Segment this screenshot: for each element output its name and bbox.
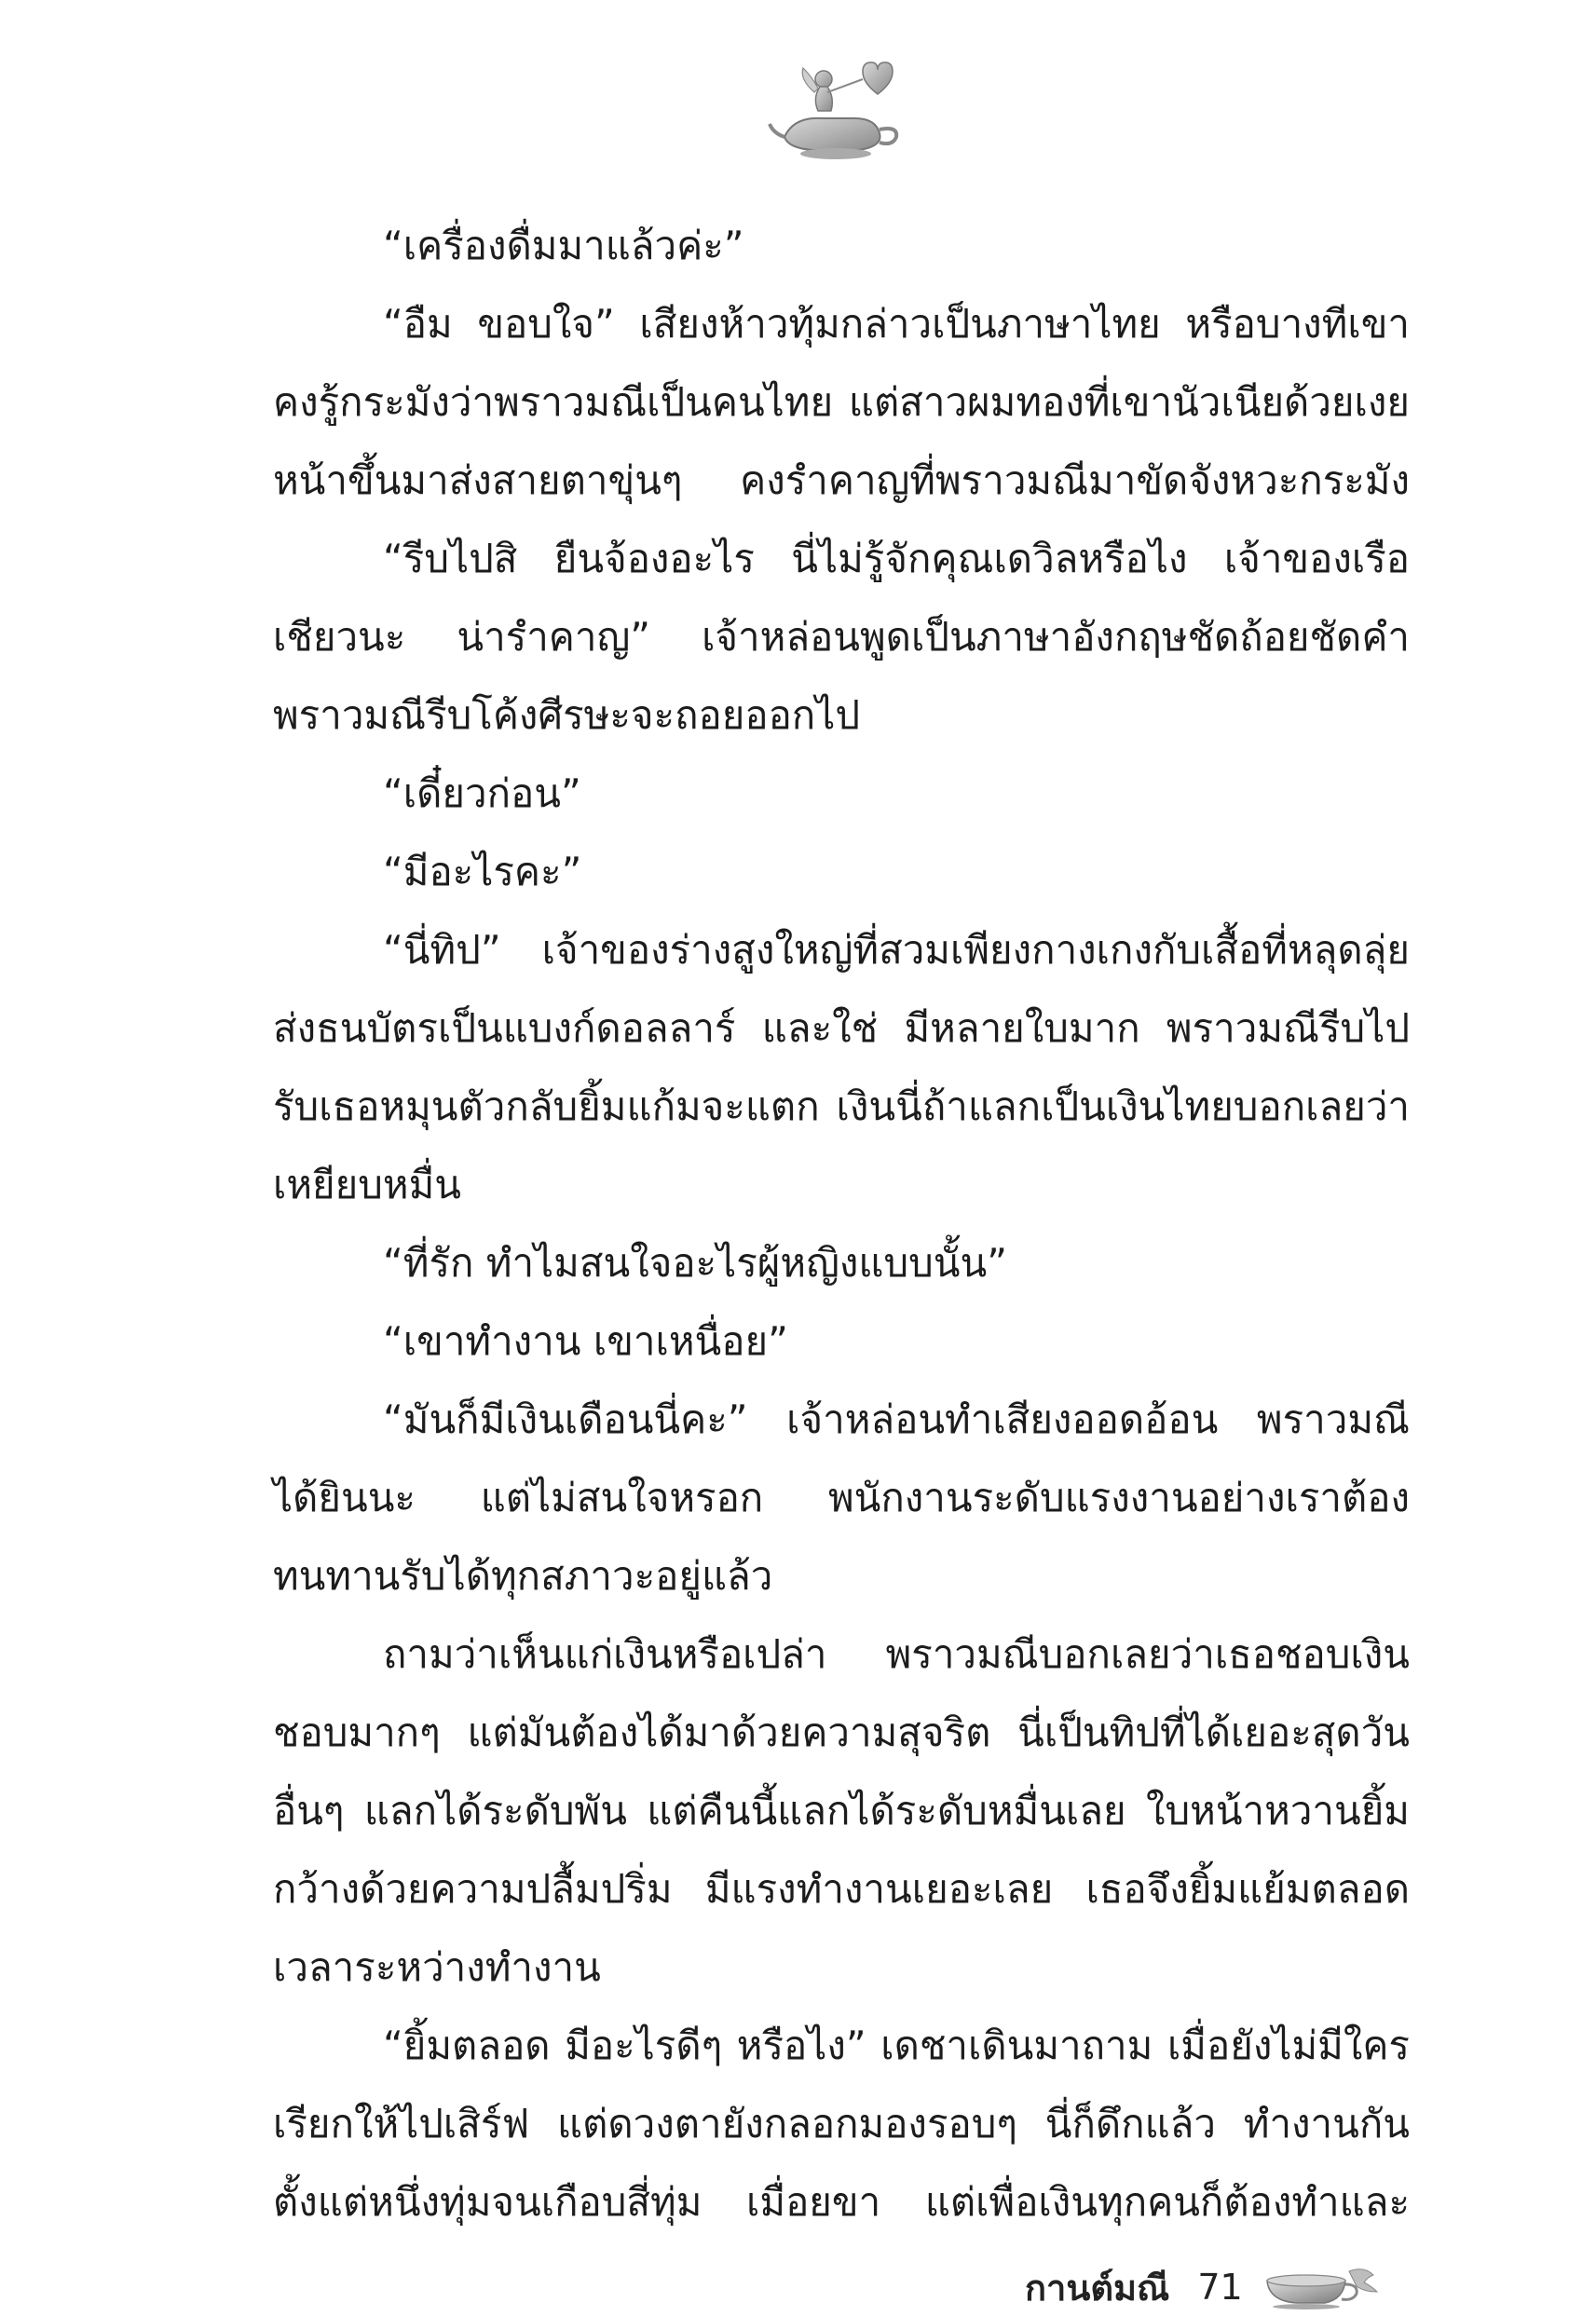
paragraph: “เครื่องดื่มมาแล้วค่ะ” [383, 223, 744, 268]
page-footer [1025, 2259, 1381, 2315]
paragraph: “นี่ทิป” เจ้าของร่างสูงใหญ่ที่สวมเพียงกางเกงกับเสื้อที่หลุดลุ่ยส่งธนบัตรเป็นแบงก์ดอลลาร์ และใช่ มีหลายใบมาก พราวมณีรีบไปรับเธอหมุนตัวกลับยิ้มแก้มจะแตก เงินนี่ถ้าแลกเป็นเงินไทยบอกเลยว่าเหยียบหมื่น [273, 927, 1410, 1207]
paragraph: “เขาทำงาน เขาเหนื่อย” [383, 1318, 788, 1364]
paragraph: “ยิ้มตลอด มีอะไรดีๆ หรือไง” เดชาเดินมาถาม เมื่อยังไม่มีใครเรียกให้ไปเสิร์ฟ แต่ดวงตายังกลอกมองรอบๆ นี่ก็ดึกแล้ว ทำงานกันตั้งแต่หนึ่งทุ่มจนเกือบสี่ทุ่ม เมื่อยขา แต่เพื่อเงินทุกคนก็ต้องทำและ [273, 2023, 1410, 2225]
book-title: กานต์มณี [1025, 2267, 1170, 2309]
teacup-ornament-icon [1260, 2264, 1381, 2310]
paragraph: “รีบไปสิ ยืนจ้องอะไร นี่ไม่รู้จักคุณเดวิลหรือไง เจ้าของเรือเชียวนะ น่ารำคาญ” เจ้าหล่อนพูดเป็นภาษาอังกฤษชัดถ้อยชัดคำ พราวมณีรีบโค้งศีรษะจะถอยออกไป [273, 536, 1410, 738]
paragraph: “มันก็มีเงินเดือนนี่คะ” เจ้าหล่อนทำเสียงออดอ้อน พราวมณีได้ยินนะ แต่ไม่สนใจหรอก พนักงานระดับแรงงานอย่างเราต้องทนทานรับได้ทุกสภาวะอยู่แล้ว [273, 1396, 1410, 1599]
paragraph: “อืม ขอบใจ” เสียงห้าวทุ้มกล่าวเป็นภาษาไทย หรือบางทีเขาคงรู้กระมังว่าพราวมณีเป็นคนไทย แต่สาวผมทองที่เขานัวเนียด้วยเงยหน้าขึ้นมาส่งสายตาขุ่นๆ คงรำคาญที่พราวมณีมาขัดจังหวะกระมัง [273, 301, 1410, 503]
cupid-teapot-ornament-icon [766, 51, 906, 163]
paragraph: “ที่รัก ทำไมสนใจอะไรผู้หญิงแบบนั้น” [383, 1240, 1007, 1286]
paragraph: “มีอะไรคะ” [383, 849, 582, 894]
paragraph: “เดี๋ยวก่อน” [383, 770, 581, 816]
page-number: 71 [1197, 2267, 1243, 2308]
paragraph: ถามว่าเห็นแก่เงินหรือเปล่า พราวมณีบอกเลยว่าเธอชอบเงินชอบมากๆ แต่มันต้องได้มาด้วยความสุจริต นี่เป็นทิปที่ได้เยอะสุดวันอื่นๆ แลกได้ระดับพัน แต่คืนนี้แลกได้ระดับหมื่นเลย ใบหน้าหวานยิ้มกว้างด้วยความปลื้มปริ่ม มีแรงทำงานเยอะเลย เธอจึงยิ้มแย้มตลอดเวลาระหว่างทำงาน [273, 1631, 1410, 1990]
body-text [273, 207, 1410, 2241]
